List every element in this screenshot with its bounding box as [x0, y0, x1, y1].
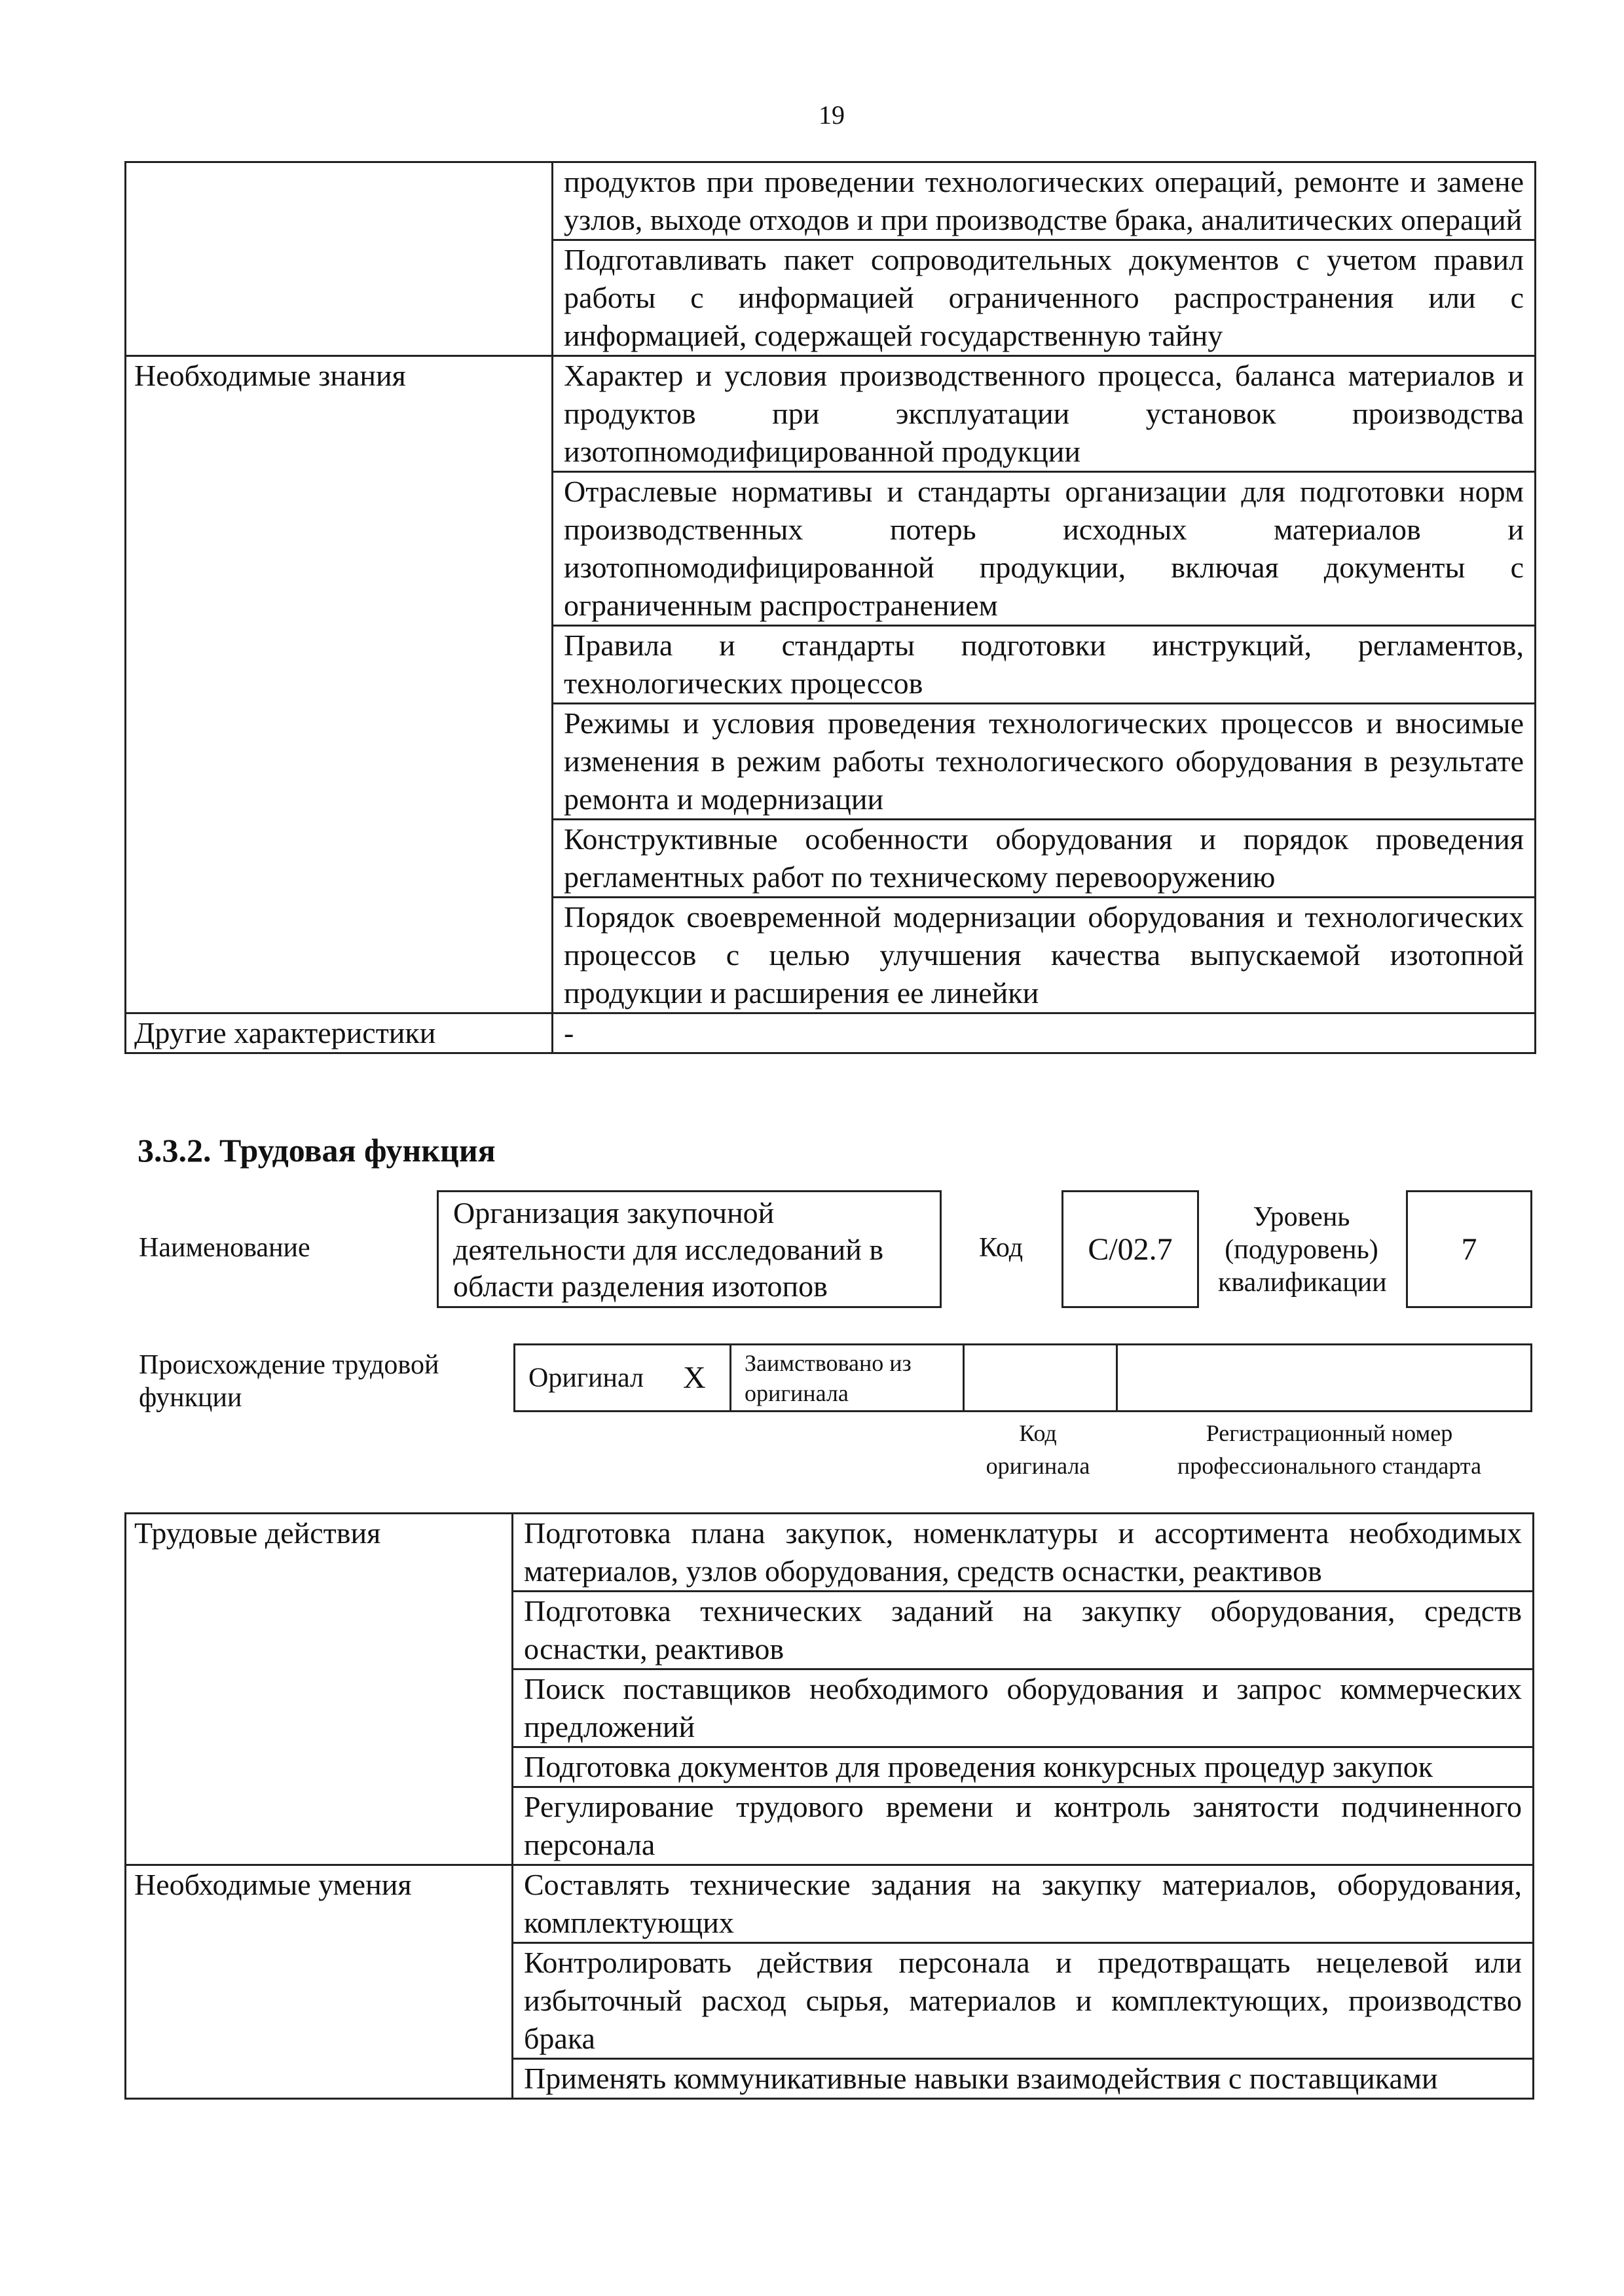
row-text: Применять коммуникативные навыки взаимодействия с поставщиками — [513, 2059, 1534, 2099]
code-original-caption: Код оригинала — [986, 1420, 1090, 1479]
row-text: Режимы и условия проведения технологических процессов и вносимые изменения в режим работы технологического оборудования в результате ремонта и модернизации — [553, 704, 1536, 820]
row-text: Составлять технические задания на закупку материалов, оборудования, комплектующих — [513, 1865, 1534, 1943]
name-value: Организация закупочной деятельности для исследований в области разделения изотопов — [437, 1190, 942, 1308]
row-text: Подготавливать пакет сопроводительных документов с учетом правил работы с информацией ограниченного распространения или с информацией, содержащей государственную тайну — [553, 240, 1536, 356]
row-label-knowledge: Необходимые знания — [126, 356, 553, 1013]
row-label-skills: Необходимые умения — [126, 1865, 513, 2099]
row-text: Поиск поставщиков необходимого оборудования и запрос коммерческих предложений — [513, 1669, 1534, 1747]
row-text: Порядок своевременной модернизации оборудования и технологических процессов с целью улучшения качества выпускаемой изотопной продукции и расширения ее линейки — [553, 898, 1536, 1013]
table-row — [126, 162, 1536, 240]
row-text: Подготовка плана закупок, номенклатуры и ассортимента необходимых материалов, узлов оборудования, средств оснастки, реактивов — [513, 1514, 1534, 1592]
row-text: Конструктивные особенности оборудования и порядок проведения регламентных работ по техническому перевооружению — [553, 820, 1536, 898]
code-value: C/02.7 — [1061, 1190, 1199, 1308]
row-text: Контролировать действия персонала и предотвращать нецелевой или избыточный расход сырья, материалов и комплектующих, производство брака — [513, 1943, 1534, 2059]
table-row — [126, 1865, 1534, 1943]
borrowed-label: Заимствовано из оригинала — [745, 1350, 912, 1406]
table-row — [126, 1013, 1536, 1053]
row-text: Отраслевые нормативы и стандарты организации для подготовки норм производственных потерь исходных материалов и изотопномодифицированной продукции, включая документы с ограниченным распространением — [553, 472, 1536, 626]
row-text: - — [553, 1013, 1536, 1053]
bottom-table — [124, 1512, 1534, 2100]
row-text: Подготовка технических заданий на закупку оборудования, средств оснастки, реактивов — [513, 1592, 1534, 1669]
level-value: 7 — [1406, 1190, 1532, 1308]
original-cell — [515, 1345, 731, 1410]
level-label: Уровень (подуровень) квалификации — [1218, 1202, 1387, 1298]
origin-row — [513, 1343, 1532, 1412]
original-label: Оригинал — [528, 1362, 644, 1393]
top-table — [124, 161, 1536, 1054]
code-label: Код — [979, 1233, 1024, 1263]
section-title: 3.3.2. Трудовая функция — [138, 1132, 496, 1169]
table-row — [126, 1514, 1534, 1592]
row-label — [126, 162, 553, 356]
row-label-other: Другие характеристики — [126, 1013, 553, 1053]
row-text: продуктов при проведении технологических операций, ремонте и замене узлов, выходе отходов и при производстве брака, аналитических операций — [553, 162, 1536, 240]
row-text: Правила и стандарты подготовки инструкций, регламентов, технологических процессов — [553, 626, 1536, 704]
name-label: Наименование — [139, 1233, 310, 1263]
reg-number-caption: Регистрационный номер профессионального стандарта — [1177, 1420, 1482, 1479]
reg-number-cell — [1118, 1345, 1530, 1410]
row-text: Характер и условия производственного процесса, баланса материалов и продуктов при эксплуатации установок производства изотопномодифицированной продукции — [553, 356, 1536, 472]
row-text: Подготовка документов для проведения конкурсных процедур закупок — [513, 1747, 1534, 1787]
page-number: 19 — [819, 100, 845, 130]
original-mark: X — [682, 1360, 706, 1395]
row-text: Регулирование трудового времени и контроль занятости подчиненного персонала — [513, 1787, 1534, 1865]
code-original-cell — [965, 1345, 1118, 1410]
borrowed-cell — [731, 1345, 965, 1410]
table-row — [126, 356, 1536, 472]
row-label-actions: Трудовые действия — [126, 1514, 513, 1865]
origin-label: Происхождение трудовой функции — [139, 1350, 439, 1413]
